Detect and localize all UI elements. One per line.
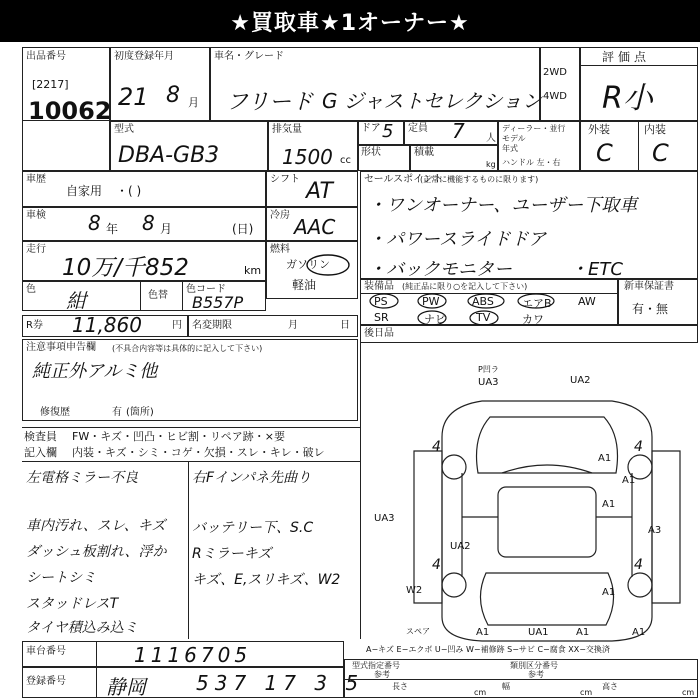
remark-left-6: タイヤ積込み込ミ xyxy=(26,620,138,636)
diagram-mark-14: 4 xyxy=(634,557,643,573)
remark-left-4: シートシミ xyxy=(26,570,96,586)
remark-right-4: キズ、E,スリキズ、W2 xyxy=(192,572,341,588)
doors-value: 5 xyxy=(382,121,394,142)
auction-number: 10062 xyxy=(28,97,112,125)
warranty-label: 新車保証書 xyxy=(624,281,674,292)
exterior-grade: C xyxy=(596,139,613,167)
diagram-mark-3: UA2 xyxy=(570,375,591,386)
interior-label: 内装 xyxy=(644,123,666,136)
class-label: 類別区分番号 xyxy=(510,661,558,670)
chassis-label: 車台番号 xyxy=(26,646,66,657)
repair-place: (箇所) xyxy=(126,407,154,418)
width-unit: cm xyxy=(580,688,593,697)
chassis-value: 1116705 xyxy=(134,643,252,667)
equip-navi: ナビ xyxy=(424,313,446,326)
auction-no-label: 出品番号 xyxy=(26,51,66,62)
recycle-value: 11,860 xyxy=(72,313,142,337)
capacity-label: 定員 xyxy=(408,123,428,134)
banner-title: ★買取車★1オーナー★ xyxy=(0,0,700,42)
load-unit: kg xyxy=(486,160,496,169)
length-label: 長さ xyxy=(392,682,408,691)
model-label: 型式 xyxy=(114,124,134,135)
vehicle-name: フリード xyxy=(226,90,314,115)
history-value: 自家用 xyxy=(66,184,103,198)
width-label: 幅 xyxy=(502,682,510,691)
fuel-gasoline: ガソリン xyxy=(286,258,330,271)
notes-label: 注意事項申告欄 xyxy=(26,342,96,353)
history-options: ・( ) xyxy=(116,184,142,198)
diagram-mark-6: A1 xyxy=(598,453,612,464)
equip-tv: TV xyxy=(476,311,491,324)
height-unit: cm xyxy=(682,688,695,697)
dealer-label: ディーラー・並行 xyxy=(502,124,566,133)
car-damage-diagram xyxy=(402,377,692,647)
registration-year: 21 xyxy=(118,83,149,111)
diagram-mark-8: A1 xyxy=(602,499,616,510)
diagram-mark-5: 4 xyxy=(634,439,643,455)
color-change-label: 色替 xyxy=(148,290,168,301)
inspection-day: (日) xyxy=(232,222,254,236)
notes-value: 純正外アルミ他 xyxy=(32,361,158,382)
history-box xyxy=(22,171,266,207)
diagram-mark-4: 4 xyxy=(432,439,441,455)
legend-r1: FW・キズ・凹凸・ヒビ割・リペア跡・×要 xyxy=(72,430,285,443)
drive-2wd: 2WD xyxy=(543,67,567,78)
score-label: 評価点 xyxy=(602,50,651,64)
equipment-label: 装備品 xyxy=(364,281,394,292)
remark-right-1: 右Fインパネ先曲り xyxy=(192,470,312,486)
type-ref: 参考 xyxy=(374,670,390,679)
equip-abs: ABS xyxy=(472,295,494,308)
lot-tag: [2217] xyxy=(32,78,69,91)
gasoline-circle-mark xyxy=(306,250,356,276)
diagram-mark-12: W2 xyxy=(406,585,423,596)
color-label: 色 xyxy=(26,284,36,295)
capacity-value: 7 xyxy=(452,119,465,143)
name-change-month: 月 xyxy=(288,320,298,331)
selling-point-2: ・パワースライドドア xyxy=(368,229,547,250)
dealer-model: モデル xyxy=(502,134,526,143)
remark-right-2: バッテリー下、S.C xyxy=(192,520,314,536)
notes-sub: (不具合内容等は具体的に記入して下さい) xyxy=(112,344,263,353)
selling-point-4: ・ETC xyxy=(570,259,623,280)
name-change-day: 日 xyxy=(340,320,350,331)
inspection-label: 車検 xyxy=(26,210,46,221)
diagram-mark-16: A1 xyxy=(476,627,490,638)
registration-month: 8 xyxy=(166,83,180,108)
diagram-mark-15: A1 xyxy=(602,587,616,598)
displacement-value: 1500 xyxy=(282,145,333,169)
exterior-label: 外装 xyxy=(588,123,610,136)
recycle-label: R券 xyxy=(26,320,43,331)
drive-box xyxy=(540,47,580,121)
interior-grade: C xyxy=(652,139,669,167)
legend-r1-label: 検査員 xyxy=(24,430,57,443)
plate-region: 静岡 xyxy=(106,675,146,699)
type-label: 型式指定番号 xyxy=(352,661,400,670)
fuel-light-oil: 軽油 xyxy=(292,278,317,292)
mileage-unit: km xyxy=(244,264,262,277)
legend-r2-label: 記入欄 xyxy=(24,446,57,459)
inspection-month-unit: 月 xyxy=(160,222,173,236)
diagram-mark-17: UA1 xyxy=(528,627,549,638)
equipment-circle-marks xyxy=(366,293,566,325)
diagram-mark-2: UA3 xyxy=(478,377,499,388)
diagram-mark-7: A1 xyxy=(622,475,636,486)
inspection-year: 8 xyxy=(88,211,101,235)
selling-points-sub: (正常に機能するものに限ります) xyxy=(420,175,539,184)
equip-ps: PS xyxy=(374,295,388,308)
equip-pw: PW xyxy=(422,295,440,308)
warranty-value: 有・無 xyxy=(632,302,669,316)
diagram-mark-11: UA2 xyxy=(450,541,471,552)
repair-value: 有 xyxy=(112,407,122,418)
vehicle-grade: G ジャストセレクション xyxy=(322,89,543,113)
blank-left-box xyxy=(22,121,110,171)
selling-point-1: ・ワンオーナー、ユーザー下取車 xyxy=(368,195,638,216)
mileage-value: 10万/千852 xyxy=(62,255,189,281)
length-unit: cm xyxy=(474,688,487,697)
score-value: R小 xyxy=(602,81,653,116)
inspection-year-unit: 年 xyxy=(106,222,119,236)
drive-4wd: 4WD xyxy=(543,91,567,102)
equip-sr: SR xyxy=(374,311,389,324)
diagram-spare-label: スペア xyxy=(406,627,430,636)
color-code-label: 色コード xyxy=(186,284,226,295)
after-day-box xyxy=(360,325,698,343)
remark-right-3: Rミラーキズ xyxy=(192,546,272,562)
diagram-legend: A−キズ E−エクボ U−凹み W−補修跡 S−サビ C−腐食 XX−交換済 xyxy=(366,645,610,654)
equipment-sub: (純正品に限り○を記入して下さい) xyxy=(402,282,528,291)
height-label: 高さ xyxy=(602,682,618,691)
remark-left-2: 車内汚れ、スレ、キズ xyxy=(26,518,166,534)
shape-label: 形状 xyxy=(361,147,381,158)
registration-label: 初度登録年月 xyxy=(114,51,174,62)
diagram-mark-13: 4 xyxy=(432,557,441,573)
name-change-label: 名変期限 xyxy=(192,320,232,331)
mileage-label: 走行 xyxy=(26,244,46,255)
equip-leather: カワ xyxy=(522,313,544,326)
vehicle-label: 車名・グレード xyxy=(214,51,284,62)
color-code: B557P xyxy=(192,293,244,312)
displacement-unit: cc xyxy=(340,155,351,166)
selling-points-label: セールスポイント xyxy=(364,174,444,185)
diagram-mark-9: UA3 xyxy=(374,513,395,524)
capacity-unit: 人 xyxy=(486,133,496,144)
inspection-month: 8 xyxy=(142,211,155,235)
repair-label: 修復歴 xyxy=(40,407,70,418)
dealer-year: 年式 xyxy=(502,144,518,153)
class-ref: 参考 xyxy=(528,670,544,679)
history-label: 車歴 xyxy=(26,174,46,185)
fuel-label: 燃料 xyxy=(270,244,290,255)
remark-left-3: ダッシュ板割れ、浮か xyxy=(26,544,167,560)
remark-left-5: スタッドレスT xyxy=(26,596,119,612)
recycle-unit: 円 xyxy=(172,320,182,331)
load-label: 積載 xyxy=(414,147,434,158)
diagram-mark-10: A3 xyxy=(648,525,662,536)
handle: ハンドル 左・右 xyxy=(502,158,561,167)
plate-label: 登録番号 xyxy=(26,676,66,687)
remark-left-1: 左電格ミラー不良 xyxy=(26,470,138,486)
equip-airbag: エアB xyxy=(522,297,552,310)
diagram-mark-18: A1 xyxy=(576,627,590,638)
plate-number: 537 17 3 5 xyxy=(196,671,365,695)
shift-label: シフト xyxy=(270,174,300,185)
model-value: DBA-GB3 xyxy=(118,143,220,168)
selling-point-3: ・バックモニター xyxy=(368,259,512,280)
aircon-value: AAC xyxy=(294,215,336,239)
diagram-mark-19: A1 xyxy=(632,627,646,638)
displacement-label: 排気量 xyxy=(272,124,302,135)
auction-sheet xyxy=(22,47,700,700)
equip-aw: AW xyxy=(578,295,596,308)
aircon-label: 冷房 xyxy=(270,210,290,221)
color-value: 紺 xyxy=(66,289,86,313)
shift-value: AT xyxy=(306,179,333,204)
registration-month-unit: 月 xyxy=(188,96,199,109)
after-day-label: 後日品 xyxy=(364,328,394,339)
legend-r2: 内装・キズ・シミ・コゲ・欠損・スレ・キレ・破レ xyxy=(72,446,325,459)
doors-label: ドア xyxy=(361,123,381,134)
diagram-mark-1: P凹ラ xyxy=(478,365,499,374)
